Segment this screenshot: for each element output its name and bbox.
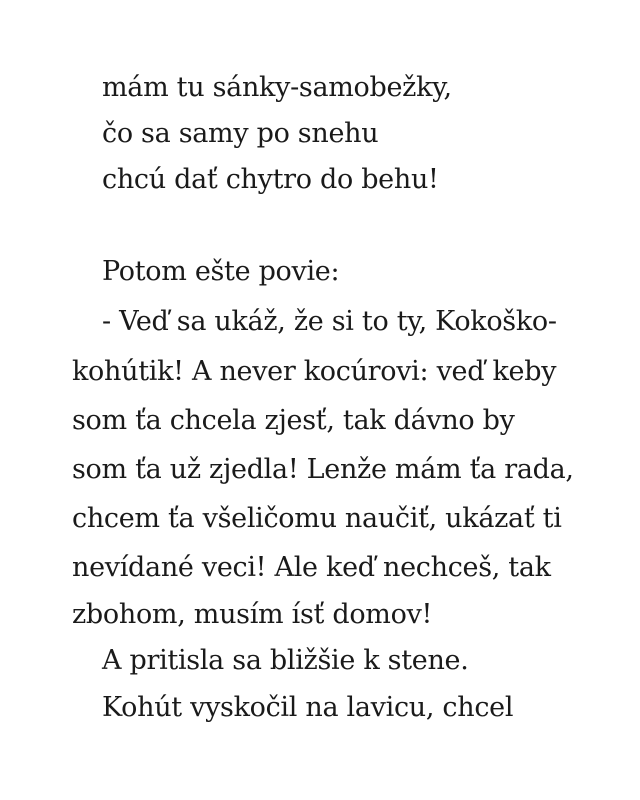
text-line: čo sa samy po snehu — [102, 118, 379, 149]
text-line: mám tu sánky-samobežky, — [102, 72, 452, 103]
text-line: Kohút vyskočil na lavicu, chcel — [102, 692, 514, 723]
text-line: chcem ťa všeličomu naučiť, ukázať ti — [72, 503, 562, 534]
text-line: chcú dať chytro do behu! — [102, 164, 439, 195]
text-line: Potom ešte povie: — [102, 256, 340, 287]
text-line: - Veď sa ukáž, že si to ty, Kokoško- — [102, 306, 557, 337]
text-line: zbohom, musím ísť domov! — [72, 599, 433, 630]
text-line: A pritisla sa bližšie k stene. — [102, 645, 469, 676]
text-line: kohútik! A never kocúrovi: veď keby — [72, 356, 557, 387]
text-line: som ťa už zjedla! Lenže mám ťa rada, — [72, 454, 574, 485]
text-line: nevídané veci! Ale keď nechceš, tak — [72, 552, 551, 583]
text-line: som ťa chcela zjesť, tak dávno by — [72, 405, 515, 436]
